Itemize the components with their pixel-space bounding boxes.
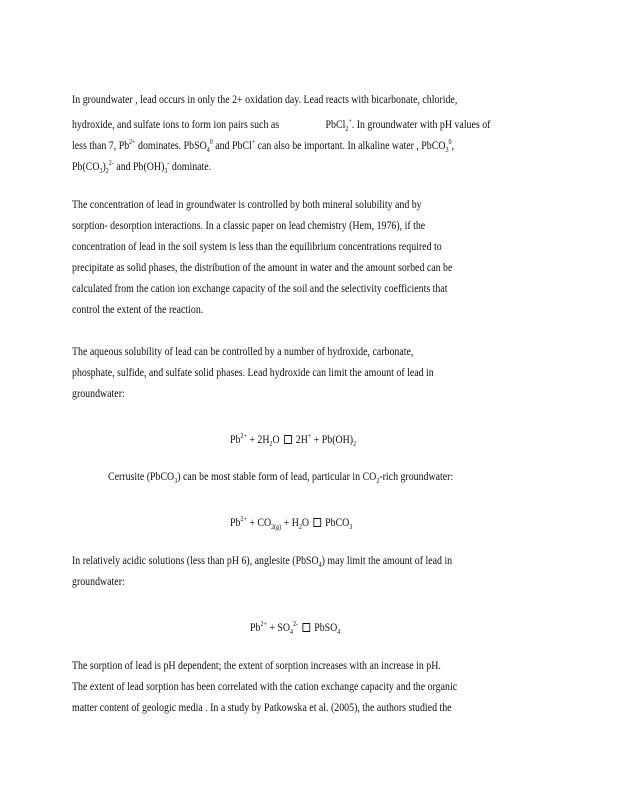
equilibrium-arrow-icon xyxy=(313,518,321,527)
para5-line1: In relatively acidic solutions (less than pH 6), anglesite (PbSO$_4$) may limit the amount of lead in xyxy=(72,555,453,569)
equation-anglesite: $Pb^{2+} + SO_4^{2-}$ PbSO$_4$ xyxy=(250,620,341,636)
para3-line3: groundwater: xyxy=(72,388,125,400)
para3-line1: The aqueous solubility of lead can be controlled by a number of hydroxide, carbonate, xyxy=(72,346,414,358)
para4-line1: Cerrusite (PbCO$_3$) can be most stable form of lead, particular in $CO_2$-rich groundwater: xyxy=(108,471,454,485)
para2-line2: sorption- desorption interactions. In a classic paper on lead chemistry (Hem, 1976), if the xyxy=(72,220,426,232)
para2-line5: calculated from the cation ion exchange capacity of the soil and the selectivity coefficients that xyxy=(72,283,448,295)
para1-line3: less than 7, $Pb^{2+}$ dominates. PbSO$_4^0$ and PbCl+ can also be important. In alkaline water , PbCO$_3^0$, xyxy=(72,138,455,154)
para2-line3: concentration of lead in the soil system is less than the equilibrium concentrations required to xyxy=(72,241,442,253)
para5-line2: groundwater: xyxy=(72,576,125,588)
para6-line2: The extent of lead sorption has been correlated with the cation exchange capacity and the organic xyxy=(72,681,458,693)
equilibrium-arrow-icon xyxy=(284,435,292,444)
para2-line4: precipitate as solid phases, the distribution of the amount in water and the amount sorbed can be xyxy=(72,262,453,274)
para1-line1: In groundwater , lead occurs in only the 2+ oxidation day. Lead reacts with bicarbonate, chloride, xyxy=(72,94,458,106)
para1-line4: $Pb(CO_3)_2^{2-}$ and $Pb(OH)_3^-$ dominate. xyxy=(72,159,212,175)
para1-line2: hydroxide, and sulfate ions to form ion pairs such as PbCl$_2$+. In groundwater with pH values of xyxy=(72,117,491,133)
para2-line1: The concentration of lead in groundwater is controlled by both mineral solubility and by xyxy=(72,199,422,211)
para6-line1: The sorption of lead is pH dependent; the extent of sorption increases with an increase in pH. xyxy=(72,660,441,672)
para6-line3: matter content of geologic media . In a study by Patkowska et al. (2005), the authors studied the xyxy=(72,702,452,714)
para2-line6: control the extent of the reaction. xyxy=(72,304,204,316)
equilibrium-arrow-icon xyxy=(302,623,310,632)
para3-line2: phosphate, sulfide, and sulfate solid phases. Lead hydroxide can limit the amount of lead in xyxy=(72,367,434,379)
equation-lead-hydroxide: $Pb^{2+} + 2H_2O$ $2H^+ + Pb(OH)_2$ xyxy=(230,432,357,448)
equation-cerrusite: $Pb^{2+} + CO_{2(g)} + H_2O$ PbCO$_3$ xyxy=(230,515,353,531)
